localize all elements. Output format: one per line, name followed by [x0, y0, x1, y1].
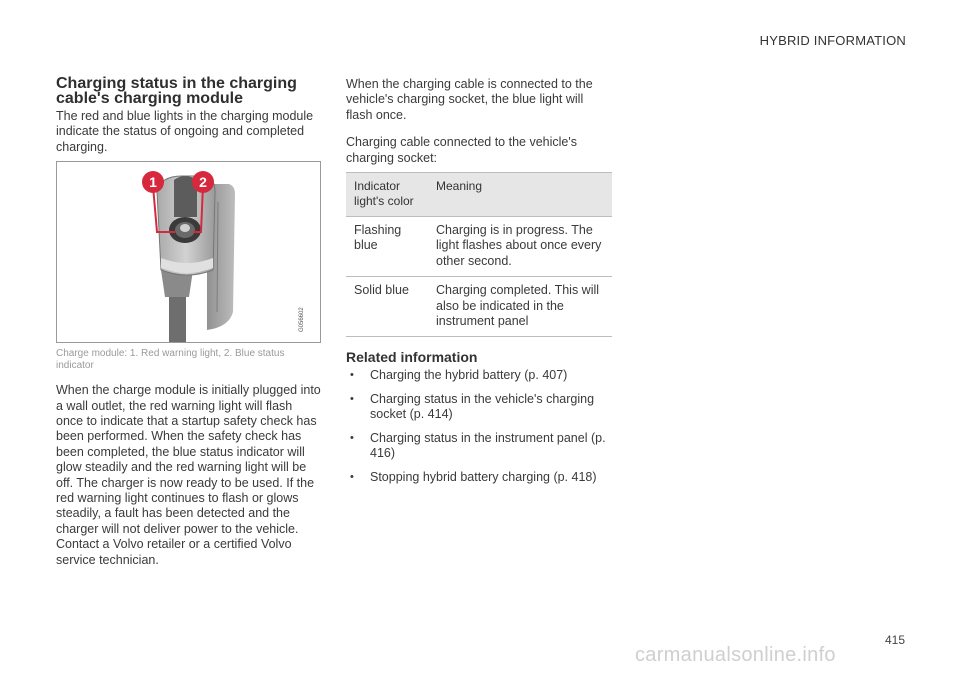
- charge-module-figure: [56, 161, 321, 343]
- related-link[interactable]: • Charging status in the instrument panel (p. 416): [350, 430, 606, 461]
- left-column: [56, 76, 321, 568]
- page-number: 415: [884, 633, 905, 647]
- marker-1-label: 1: [149, 174, 157, 191]
- bullet-icon: •: [350, 392, 354, 405]
- section-heading: Charging status in the charging cable's charging module: [56, 75, 297, 107]
- table-header-color: Indicator light's color: [346, 173, 428, 217]
- table-cell-meaning: Charging is in progress. The light flashes about once every other second.: [428, 217, 612, 277]
- table-header-row: [346, 173, 612, 217]
- related-heading: Related information: [346, 349, 478, 366]
- body-paragraph: When the charge module is initially plugged into a wall outlet, the red warning light will flash once to indicate that a startup safety check has been performed. When the safety check has been completed, the blue status indicator will glow steadily and the red warning light will be off. The charger is now ready to be used. If the red warning light continues to flash or glows steadily, a fault has been detected and the charger will not deliver power to the vehicle. Contact a Volvo retailer or a certified Volvo service technician.: [56, 383, 321, 567]
- connection-paragraph: When the charging cable is connected to the vehicle's charging socket, the blue light will flash once.: [346, 77, 593, 122]
- charge-module-illustration: [57, 162, 320, 342]
- table-cell-color: Solid blue: [346, 277, 428, 337]
- section-title: HYBRID INFORMATION: [759, 33, 906, 48]
- marker-2-label: 2: [199, 174, 207, 191]
- bullet-icon: •: [350, 470, 354, 483]
- right-column: [346, 77, 612, 493]
- related-link[interactable]: • Charging the hybrid battery (p. 407): [350, 368, 568, 383]
- related-link[interactable]: • Stopping hybrid battery charging (p. 418): [350, 469, 597, 484]
- bullet-icon: •: [350, 369, 354, 382]
- indicator-table: [346, 172, 612, 337]
- related-list: [346, 368, 612, 484]
- table-row: [346, 217, 612, 277]
- bullet-icon: •: [350, 431, 354, 444]
- watermark: carmanualsonline.info: [635, 644, 836, 666]
- table-intro: Charging cable connected to the vehicle's charging socket:: [346, 135, 578, 165]
- figure-code: G056602: [299, 307, 305, 333]
- table-row: [346, 277, 612, 337]
- figure-caption: Charge module: 1. Red warning light, 2. Blue status indicator: [56, 348, 285, 372]
- table-cell-meaning: Charging completed. This will also be indicated in the instrument panel: [428, 277, 612, 337]
- table-header-meaning: Meaning: [428, 173, 612, 217]
- intro-paragraph: The red and blue lights in the charging module indicate the status of ongoing and completed charging.: [56, 109, 314, 154]
- table-cell-color: Flashing blue: [346, 217, 428, 277]
- related-link[interactable]: • Charging status in the vehicle's charging socket (p. 414): [350, 391, 595, 422]
